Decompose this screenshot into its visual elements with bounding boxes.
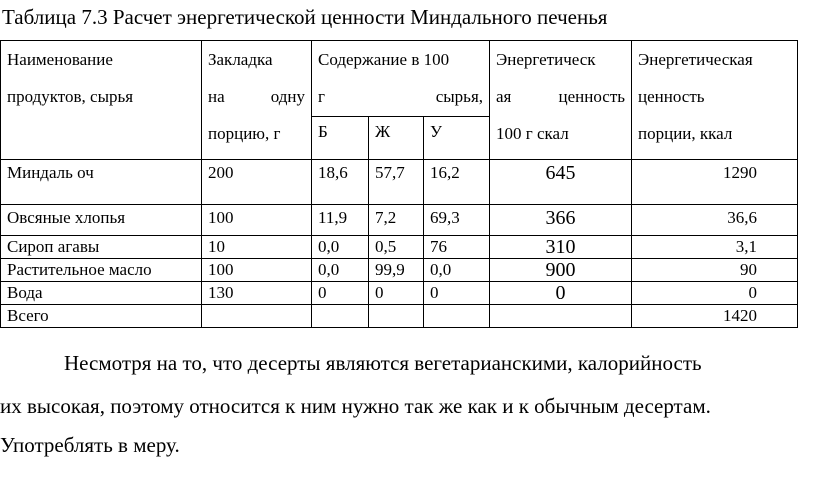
energy-value-table	[0, 40, 798, 328]
table-row: Вода 130 0 0 0 0 0	[1, 282, 798, 305]
table-row: Овсяные хлопья 100 11,9 7,2 69,3 366 36,6	[1, 205, 798, 236]
table-row: Растительное масло 100 0,0 99,9 0,0 900 90	[1, 259, 798, 282]
subheader-u: У	[424, 117, 490, 160]
paragraph-line-1: Несмотря на то, что десерты являются вегетарианскими, калорийность	[64, 351, 702, 375]
header-name: Наименование продуктов, сырья	[1, 41, 202, 160]
paragraph-line-3: Употреблять в меру.	[0, 433, 180, 457]
header-energy-100g: Энергетическ ая ценность 100 г скал	[490, 41, 632, 160]
subheader-zh: Ж	[369, 117, 424, 160]
paragraph-line-2: их высокая, поэтому относится к ним нужно так же как и к обычным десертам.	[0, 394, 711, 418]
table-row-total: Всего 1420	[1, 305, 798, 328]
table-title: Таблица 7.3 Расчет энергетической ценности Миндального печенья	[2, 5, 608, 29]
header-row	[1, 41, 798, 117]
table-row: Сироп агавы 10 0,0 0,5 76 310 3,1	[1, 236, 798, 259]
table-row: Миндаль оч 200 18,6 57,7 16,2 645 1290	[1, 160, 798, 205]
header-portion: Закладка на одну порцию, г	[202, 41, 312, 160]
header-content: Содержание в 100 г сырья,	[312, 41, 490, 117]
header-energy-portion: Энергетическая ценность порции, ккал	[632, 41, 798, 160]
subheader-b: Б	[312, 117, 369, 160]
